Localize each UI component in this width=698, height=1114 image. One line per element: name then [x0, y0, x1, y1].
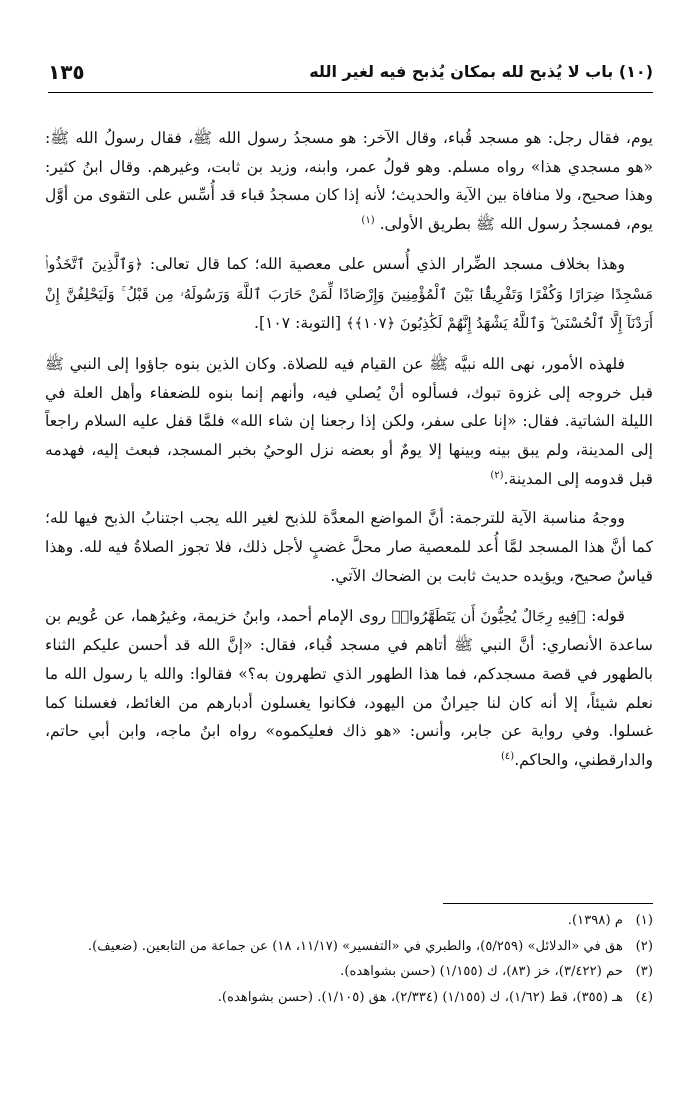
quran-verse-107: ﴿وَٱلَّذِينَ ٱتَّخَذُوا۟ مَسْجِدًا ضِرَارًا وَكُفْرًا وَتَفْرِيقًۢا بَيْنَ ٱلْمُؤْمِنِينَ وَإِرْصَادًا لِّمَنْ حَارَبَ ٱللَّهَ وَرَسُولَهُۥ مِن قَبْلُ ۚ وَلَيَحْلِفُنَّ إِنْ أَرَدْنَآ إِلَّا ٱلْحُسْنَىٰ ۖ وَٱللَّهُ يَشْهَدُ إِنَّهُمْ لَكَٰذِبُونَ ﴿١٠٧﴾﴾: [45, 255, 653, 333]
footnotes: [45, 910, 653, 1012]
footnote-number: (٣): [635, 964, 653, 980]
footnote-ref-1: (١): [361, 214, 375, 226]
footnote-number: (٢): [635, 938, 653, 954]
footnote-ref-4: (٤): [501, 750, 515, 762]
paragraph-4: [45, 504, 653, 590]
footnote-number: (١): [635, 913, 653, 928]
footnote-number: (٤): [635, 989, 653, 1005]
footnote-text: هق في «الدلائل» (٥/٢٥٩)، والطبري في «التفسير» (١١/١٧، ١٨) عن جماعة من التابعين. (ضعيف).: [87, 938, 623, 954]
footnote-text: حم (٣/٤٢٢)، خز (٨٣)، ك (١/١٥٥) (حسن بشواهده).: [340, 964, 623, 980]
footnote-text: هـ (٣٥٥)، قط (١/٦٢)، ك (١/١٥٥) (٢/٣٣٤)، هق (١/١٠٥). (حسن بشواهده).: [217, 989, 623, 1005]
footnote-divider: [443, 903, 653, 904]
paragraph-1-text: يوم، فقال رجل: هو مسجد قُباء، وقال الآخر: هو مسجدُ رسول الله ﷺ، فقال رسولُ الله ﷺ: «هو مسجدي هذا» رواه مسلم. وهو قولُ عمر، وابنه، وزيد بن ثابت، وغيرهم. وقال ابنُ كثير: وهذا صحيح، ولا منافاة بين الآية والحديث؛ لأنه إذا كان مسجدُ قباء قد أُسِّس على التقوى من أوَّل يوم، فمسجدُ رسول الله ﷺ بطريق الأولى.: [45, 129, 653, 234]
main-text: [45, 124, 653, 786]
footnote-text: م (١٣٩٨).: [567, 913, 623, 928]
paragraph-1: [45, 124, 653, 239]
paragraph-5-lead: قوله:: [591, 606, 625, 625]
paragraph-3-text: فلهذه الأمور، نهى الله نبيَّه ﷺ عن القيام فيه للصلاة. وكان الذين بنوه جاؤوا إلى النبي ﷺ قبل خروجه إلى غزوة تبوك، فسألوه أنْ يُصلي فيه، وأنهم إنما بنوه للضعفاء وأهل العلة في الليلة الشاتية. فقال: «إنا على سفر، ولكن إذا رجعنا إن شاء الله» فلمَّا قفل عليه السلام راجعاً إلى المدينة، ولم يبق بينه وبينها إلا يومٌ أو بعضه نزل الوحيُ بخبر المسجد، فبعث إليه، فهدمه قبل قدومه إلى المدينة.: [45, 354, 653, 488]
paragraph-4-text: ووجهُ مناسبة الآية للترجمة: أنَّ المواضع المعدَّة للذبح لغير الله يجب اجتنابُ الذبح فيها لله؛ كما أنَّ هذا المسجد لمَّا أُعد للمعصية صار محلَّ غضبٍ لأجل ذلك، فلا تجوز الصلاةُ فيه لله. وهذا قياسٌ صحيح، ويؤيده حديث ثابت بن الضحاك الآتي.: [45, 509, 653, 585]
paragraph-5-text: روى الإمام أحمد، وابنُ خزيمة، وغيرُهما، عن عُويم بن ساعدة الأنصاري: أنَّ النبي ﷺ أتاهم في مسجد قُباء، فقال: «إنَّ الله قد أحسن عليكم الثناء بالطهور في قصة مسجدكم، فما هذا الطهور الذي تطهرون به؟» فقالوا: والله يا رسول الله ما نعلم شيئاً، إلا أنه كان لنا جيرانٌ من اليهود، فكانوا يغسلون أدبارهم من الغائط، فغسلنا كما غسلوا. وفي رواية عن جابر، وأنس: «هو ذاك فعليكموه» رواه ابنُ ماجه، وابن أبي حاتم، والدارقطني، والحاكم.: [45, 606, 653, 770]
paragraph-5: [45, 602, 653, 775]
footnote-2: [45, 936, 653, 959]
paragraph-3: [45, 350, 653, 494]
running-title: (١٠) باب لا يُذبح لله بمكان يُذبح فيه لغير الله: [309, 62, 653, 81]
paragraph-2-text: وهذا بخلاف مسجد الضِّرار الذي أُسس على معصية الله؛ كما قال تعالى:: [149, 254, 625, 273]
page-number: ١٣٥: [48, 60, 85, 84]
footnote-4: [45, 987, 653, 1010]
verse-reference: [التوبة: ١٠٧].: [254, 314, 342, 333]
footnote-3: [45, 961, 653, 984]
paragraph-2: [45, 250, 653, 339]
page-header: [48, 60, 653, 93]
footnote-ref-2: (٢): [490, 469, 504, 481]
footnote-1: [45, 910, 653, 933]
quran-verse-108: ﴿فِيهِ رِجَالٌ يُحِبُّونَ أَن يَتَطَهَّرُوا۟﴾: [391, 607, 586, 625]
